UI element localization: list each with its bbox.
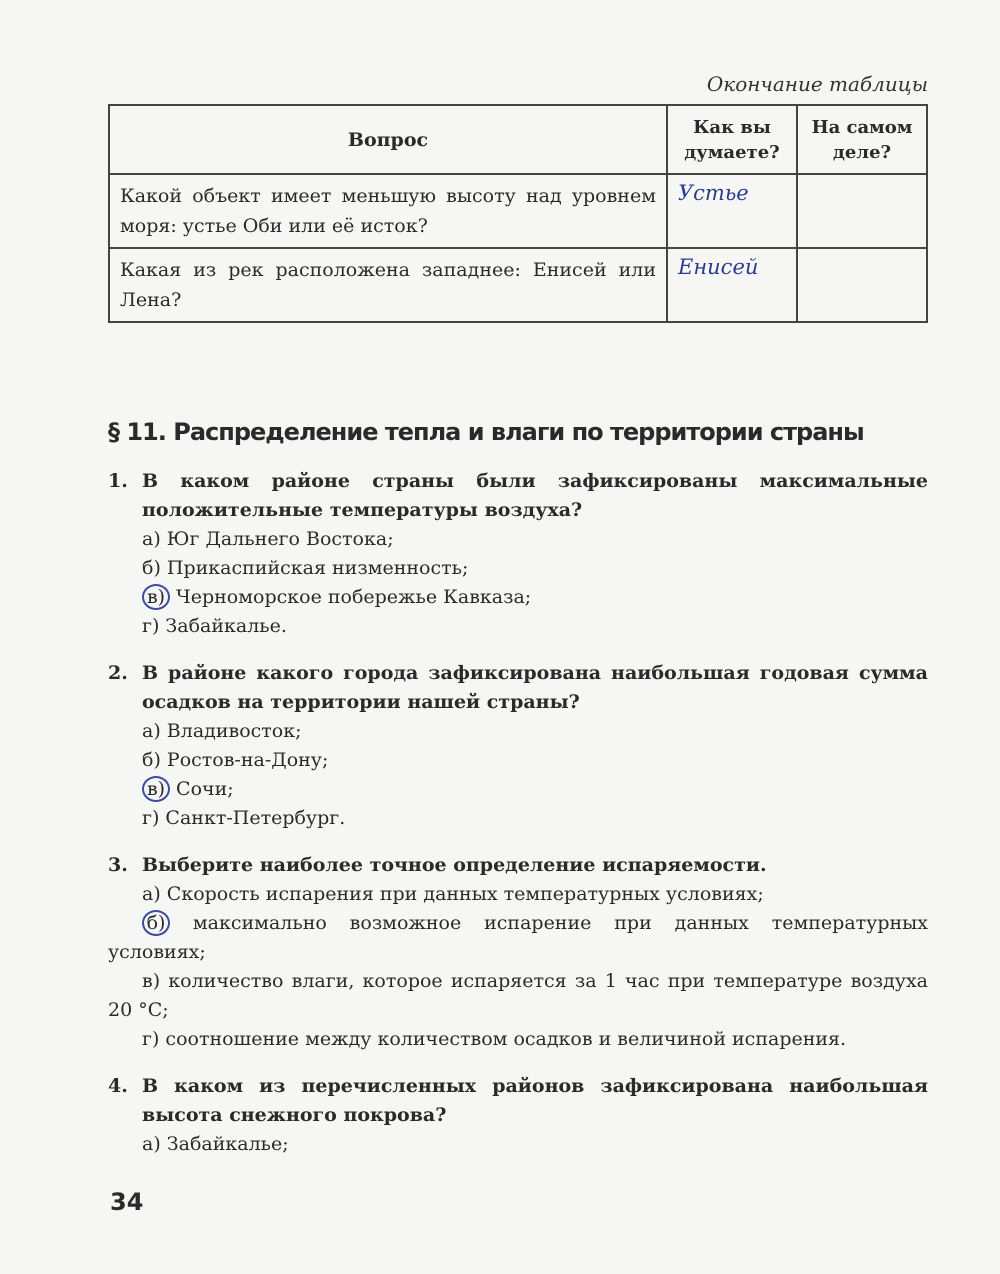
option-b[interactable] [108, 554, 928, 583]
option-letter: а) [142, 883, 161, 905]
table-row [109, 248, 927, 322]
option-g[interactable] [108, 804, 928, 833]
question-3 [108, 851, 928, 1054]
option-g[interactable] [108, 612, 928, 641]
circled-answer-mark: б) [142, 910, 170, 936]
option-v-selected[interactable] [108, 775, 928, 804]
table-caption: Окончание таблицы [706, 72, 928, 96]
row-guess-cell[interactable] [667, 248, 797, 322]
option-letter: а) [142, 720, 161, 742]
question-1 [108, 467, 928, 641]
row-question: Какой объект имеет меньшую высоту над уровнем моря: устье Оби или её исток? [109, 174, 667, 248]
handwritten-answer: Енисей [678, 255, 759, 279]
option-a[interactable] [108, 717, 928, 746]
row-actual-cell[interactable] [797, 174, 927, 248]
circled-answer-mark: в) [142, 584, 170, 610]
handwritten-answer: Устье [678, 181, 749, 205]
option-text: Забайкалье. [165, 615, 287, 637]
question-text: В районе какого города зафиксирована наибольшая годовая сумма осадков на территории нашей страны? [142, 662, 928, 713]
question-table [108, 104, 928, 323]
option-b[interactable] [108, 746, 928, 775]
option-letter: в) [142, 970, 161, 992]
option-letter: а) [142, 1133, 161, 1155]
option-letter: г) [142, 807, 160, 829]
option-text: Владивосток; [166, 720, 302, 742]
question-2 [108, 659, 928, 833]
question-number: 3. [108, 854, 128, 876]
option-letter: б) [142, 557, 161, 579]
header-question: Вопрос [109, 105, 667, 174]
option-letter: б) [142, 749, 161, 771]
option-text: Прикаспийская низменность; [166, 557, 469, 579]
option-text: соотношение между количеством осадков и величиной испарения. [165, 1028, 847, 1050]
table-row [109, 174, 927, 248]
option-a[interactable] [108, 880, 928, 909]
row-actual-cell[interactable] [797, 248, 927, 322]
option-text: количество влаги, которое испаряется за 1 час при температуре воздуха 20 °С; [108, 970, 928, 1021]
option-text: Ростов-на-Дону; [166, 749, 329, 771]
option-text: максимально возможное испарение при данных температурных условиях; [108, 912, 928, 963]
option-v[interactable] [108, 967, 928, 1025]
question-number: 1. [108, 470, 128, 492]
question-text: Выберите наиболее точное определение испаряемости. [142, 854, 767, 876]
option-g[interactable] [108, 1025, 928, 1054]
page-number: 34 [110, 1188, 144, 1216]
option-text: Сочи; [176, 778, 234, 800]
circled-answer-mark: в) [142, 776, 170, 802]
option-letter: г) [142, 1028, 160, 1050]
table-header-row [109, 105, 927, 174]
option-b-selected[interactable] [108, 909, 928, 967]
option-v-selected[interactable] [108, 583, 928, 612]
question-4 [108, 1072, 928, 1159]
option-text: Юг Дальнего Востока; [166, 528, 394, 550]
option-text: Санкт-Петербург. [165, 807, 346, 829]
header-guess: Как вы думаете? [667, 105, 797, 174]
option-text: Черноморское побережье Кавказа; [176, 586, 532, 608]
row-guess-cell[interactable] [667, 174, 797, 248]
question-text: В каком из перечисленных районов зафиксирована наибольшая высота снежного покрова? [142, 1075, 928, 1126]
option-a[interactable] [108, 1130, 928, 1159]
option-text: Забайкалье; [166, 1133, 289, 1155]
option-text: Скорость испарения при данных температурных условиях; [166, 883, 764, 905]
question-text: В каком районе страны были зафиксированы максимальные положительные температуры воздуха? [142, 470, 928, 521]
workbook-page [108, 70, 928, 1159]
section-title: § 11. Распределение тепла и влаги по территории страны [108, 418, 864, 446]
header-actual: На самом деле? [797, 105, 927, 174]
option-letter: г) [142, 615, 160, 637]
row-question: Какая из рек расположена западнее: Енисей или Лена? [109, 248, 667, 322]
option-letter: а) [142, 528, 161, 550]
question-number: 2. [108, 662, 128, 684]
option-a[interactable] [108, 525, 928, 554]
question-number: 4. [108, 1075, 128, 1097]
